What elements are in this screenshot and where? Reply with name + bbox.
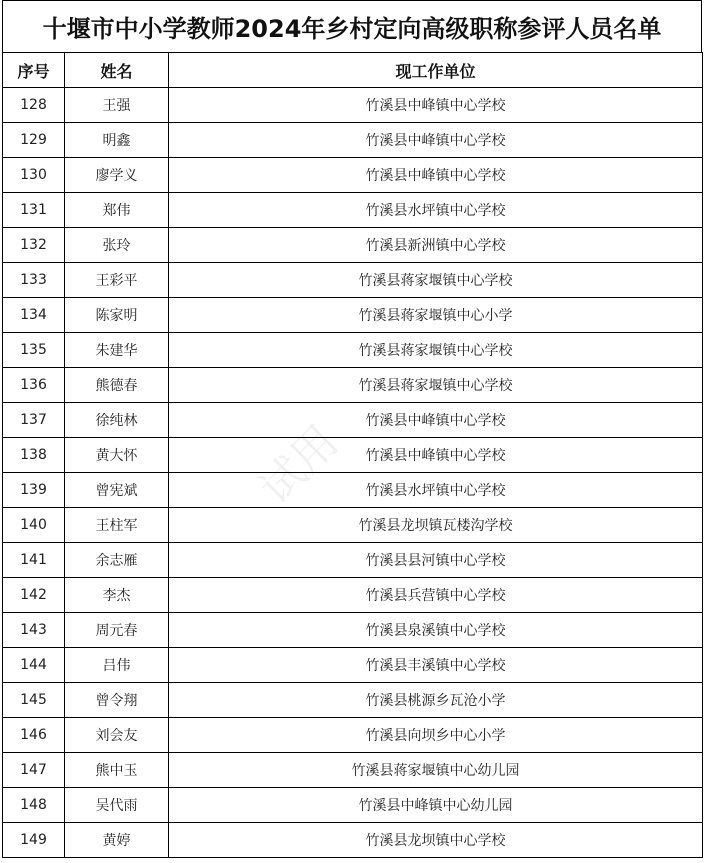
- cell-name: 朱建华: [65, 333, 169, 368]
- table-row: [3, 648, 703, 683]
- cell-no: 136: [3, 368, 65, 403]
- cell-no: 134: [3, 298, 65, 333]
- cell-unit: 竹溪县中峰镇中心学校: [169, 123, 703, 158]
- cell-unit: 竹溪县中峰镇中心学校: [169, 88, 703, 123]
- cell-name: 郑伟: [65, 193, 169, 228]
- cell-unit: 竹溪县蒋家堰镇中心小学: [169, 298, 703, 333]
- cell-name: 曾令翔: [65, 683, 169, 718]
- cell-no: 139: [3, 473, 65, 508]
- cell-no: 144: [3, 648, 65, 683]
- cell-no: 135: [3, 333, 65, 368]
- cell-unit: 竹溪县向坝乡中心小学: [169, 718, 703, 753]
- cell-unit: 竹溪县龙坝镇瓦楼沟学校: [169, 508, 703, 543]
- cell-no: 130: [3, 158, 65, 193]
- header-name: 姓名: [65, 53, 169, 88]
- cell-no: 146: [3, 718, 65, 753]
- cell-no: 145: [3, 683, 65, 718]
- cell-name: 吴代雨: [65, 788, 169, 823]
- table-row: [3, 333, 703, 368]
- cell-unit: 竹溪县桃源乡瓦沧小学: [169, 683, 703, 718]
- table-row: [3, 823, 703, 858]
- table-row: [3, 368, 703, 403]
- cell-name: 黄婷: [65, 823, 169, 858]
- table-row: [3, 123, 703, 158]
- page-title: 十堰市中小学教师2024年乡村定向高级职称参评人员名单: [2, 0, 702, 52]
- cell-name: 廖学义: [65, 158, 169, 193]
- watermark: 试用: [250, 416, 349, 515]
- table-row: [3, 158, 703, 193]
- cell-name: 李杰: [65, 578, 169, 613]
- cell-name: 王强: [65, 88, 169, 123]
- cell-name: 陈家明: [65, 298, 169, 333]
- cell-no: 133: [3, 263, 65, 298]
- cell-no: 131: [3, 193, 65, 228]
- personnel-table: [2, 52, 703, 858]
- cell-unit: 竹溪县蒋家堰镇中心学校: [169, 263, 703, 298]
- cell-unit: 竹溪县龙坝镇中心学校: [169, 823, 703, 858]
- cell-unit: 竹溪县新洲镇中心学校: [169, 228, 703, 263]
- table-row: [3, 473, 703, 508]
- cell-name: 张玲: [65, 228, 169, 263]
- table-row: [3, 788, 703, 823]
- table-row: [3, 438, 703, 473]
- table-row: [3, 193, 703, 228]
- table-row: [3, 718, 703, 753]
- table-row: [3, 753, 703, 788]
- cell-unit: 竹溪县中峰镇中心学校: [169, 403, 703, 438]
- table-row: [3, 578, 703, 613]
- cell-no: 138: [3, 438, 65, 473]
- table-row: [3, 508, 703, 543]
- table-row: [3, 613, 703, 648]
- cell-no: 149: [3, 823, 65, 858]
- cell-unit: 竹溪县兵营镇中心学校: [169, 578, 703, 613]
- cell-name: 黄大怀: [65, 438, 169, 473]
- table-row: [3, 298, 703, 333]
- header-no: 序号: [3, 53, 65, 88]
- cell-name: 王彩平: [65, 263, 169, 298]
- cell-name: 刘会友: [65, 718, 169, 753]
- table-row: [3, 683, 703, 718]
- cell-no: 141: [3, 543, 65, 578]
- table-row: [3, 543, 703, 578]
- cell-unit: 竹溪县水坪镇中心学校: [169, 193, 703, 228]
- table-row: [3, 263, 703, 298]
- cell-no: 143: [3, 613, 65, 648]
- table-row: [3, 228, 703, 263]
- table-row: [3, 403, 703, 438]
- cell-name: 余志雁: [65, 543, 169, 578]
- cell-name: 熊中玉: [65, 753, 169, 788]
- cell-no: 140: [3, 508, 65, 543]
- cell-unit: 竹溪县中峰镇中心学校: [169, 158, 703, 193]
- cell-unit: 竹溪县中峰镇中心学校: [169, 438, 703, 473]
- cell-name: 吕伟: [65, 648, 169, 683]
- cell-no: 142: [3, 578, 65, 613]
- cell-unit: 竹溪县蒋家堰镇中心学校: [169, 333, 703, 368]
- cell-name: 曾宪斌: [65, 473, 169, 508]
- cell-no: 148: [3, 788, 65, 823]
- cell-unit: 竹溪县水坪镇中心学校: [169, 473, 703, 508]
- cell-name: 明鑫: [65, 123, 169, 158]
- cell-unit: 竹溪县县河镇中心学校: [169, 543, 703, 578]
- cell-name: 熊德春: [65, 368, 169, 403]
- cell-unit: 竹溪县中峰镇中心幼儿园: [169, 788, 703, 823]
- cell-no: 128: [3, 88, 65, 123]
- cell-no: 129: [3, 123, 65, 158]
- header-unit: 现工作单位: [169, 53, 703, 88]
- cell-name: 周元春: [65, 613, 169, 648]
- table-header-row: [3, 53, 703, 88]
- table-row: [3, 88, 703, 123]
- document-sheet: [2, 0, 702, 858]
- cell-unit: 竹溪县蒋家堰镇中心幼儿园: [169, 753, 703, 788]
- cell-no: 137: [3, 403, 65, 438]
- cell-no: 132: [3, 228, 65, 263]
- cell-unit: 竹溪县蒋家堰镇中心学校: [169, 368, 703, 403]
- cell-name: 徐纯林: [65, 403, 169, 438]
- cell-name: 王柱军: [65, 508, 169, 543]
- cell-unit: 竹溪县丰溪镇中心学校: [169, 648, 703, 683]
- cell-unit: 竹溪县泉溪镇中心学校: [169, 613, 703, 648]
- cell-no: 147: [3, 753, 65, 788]
